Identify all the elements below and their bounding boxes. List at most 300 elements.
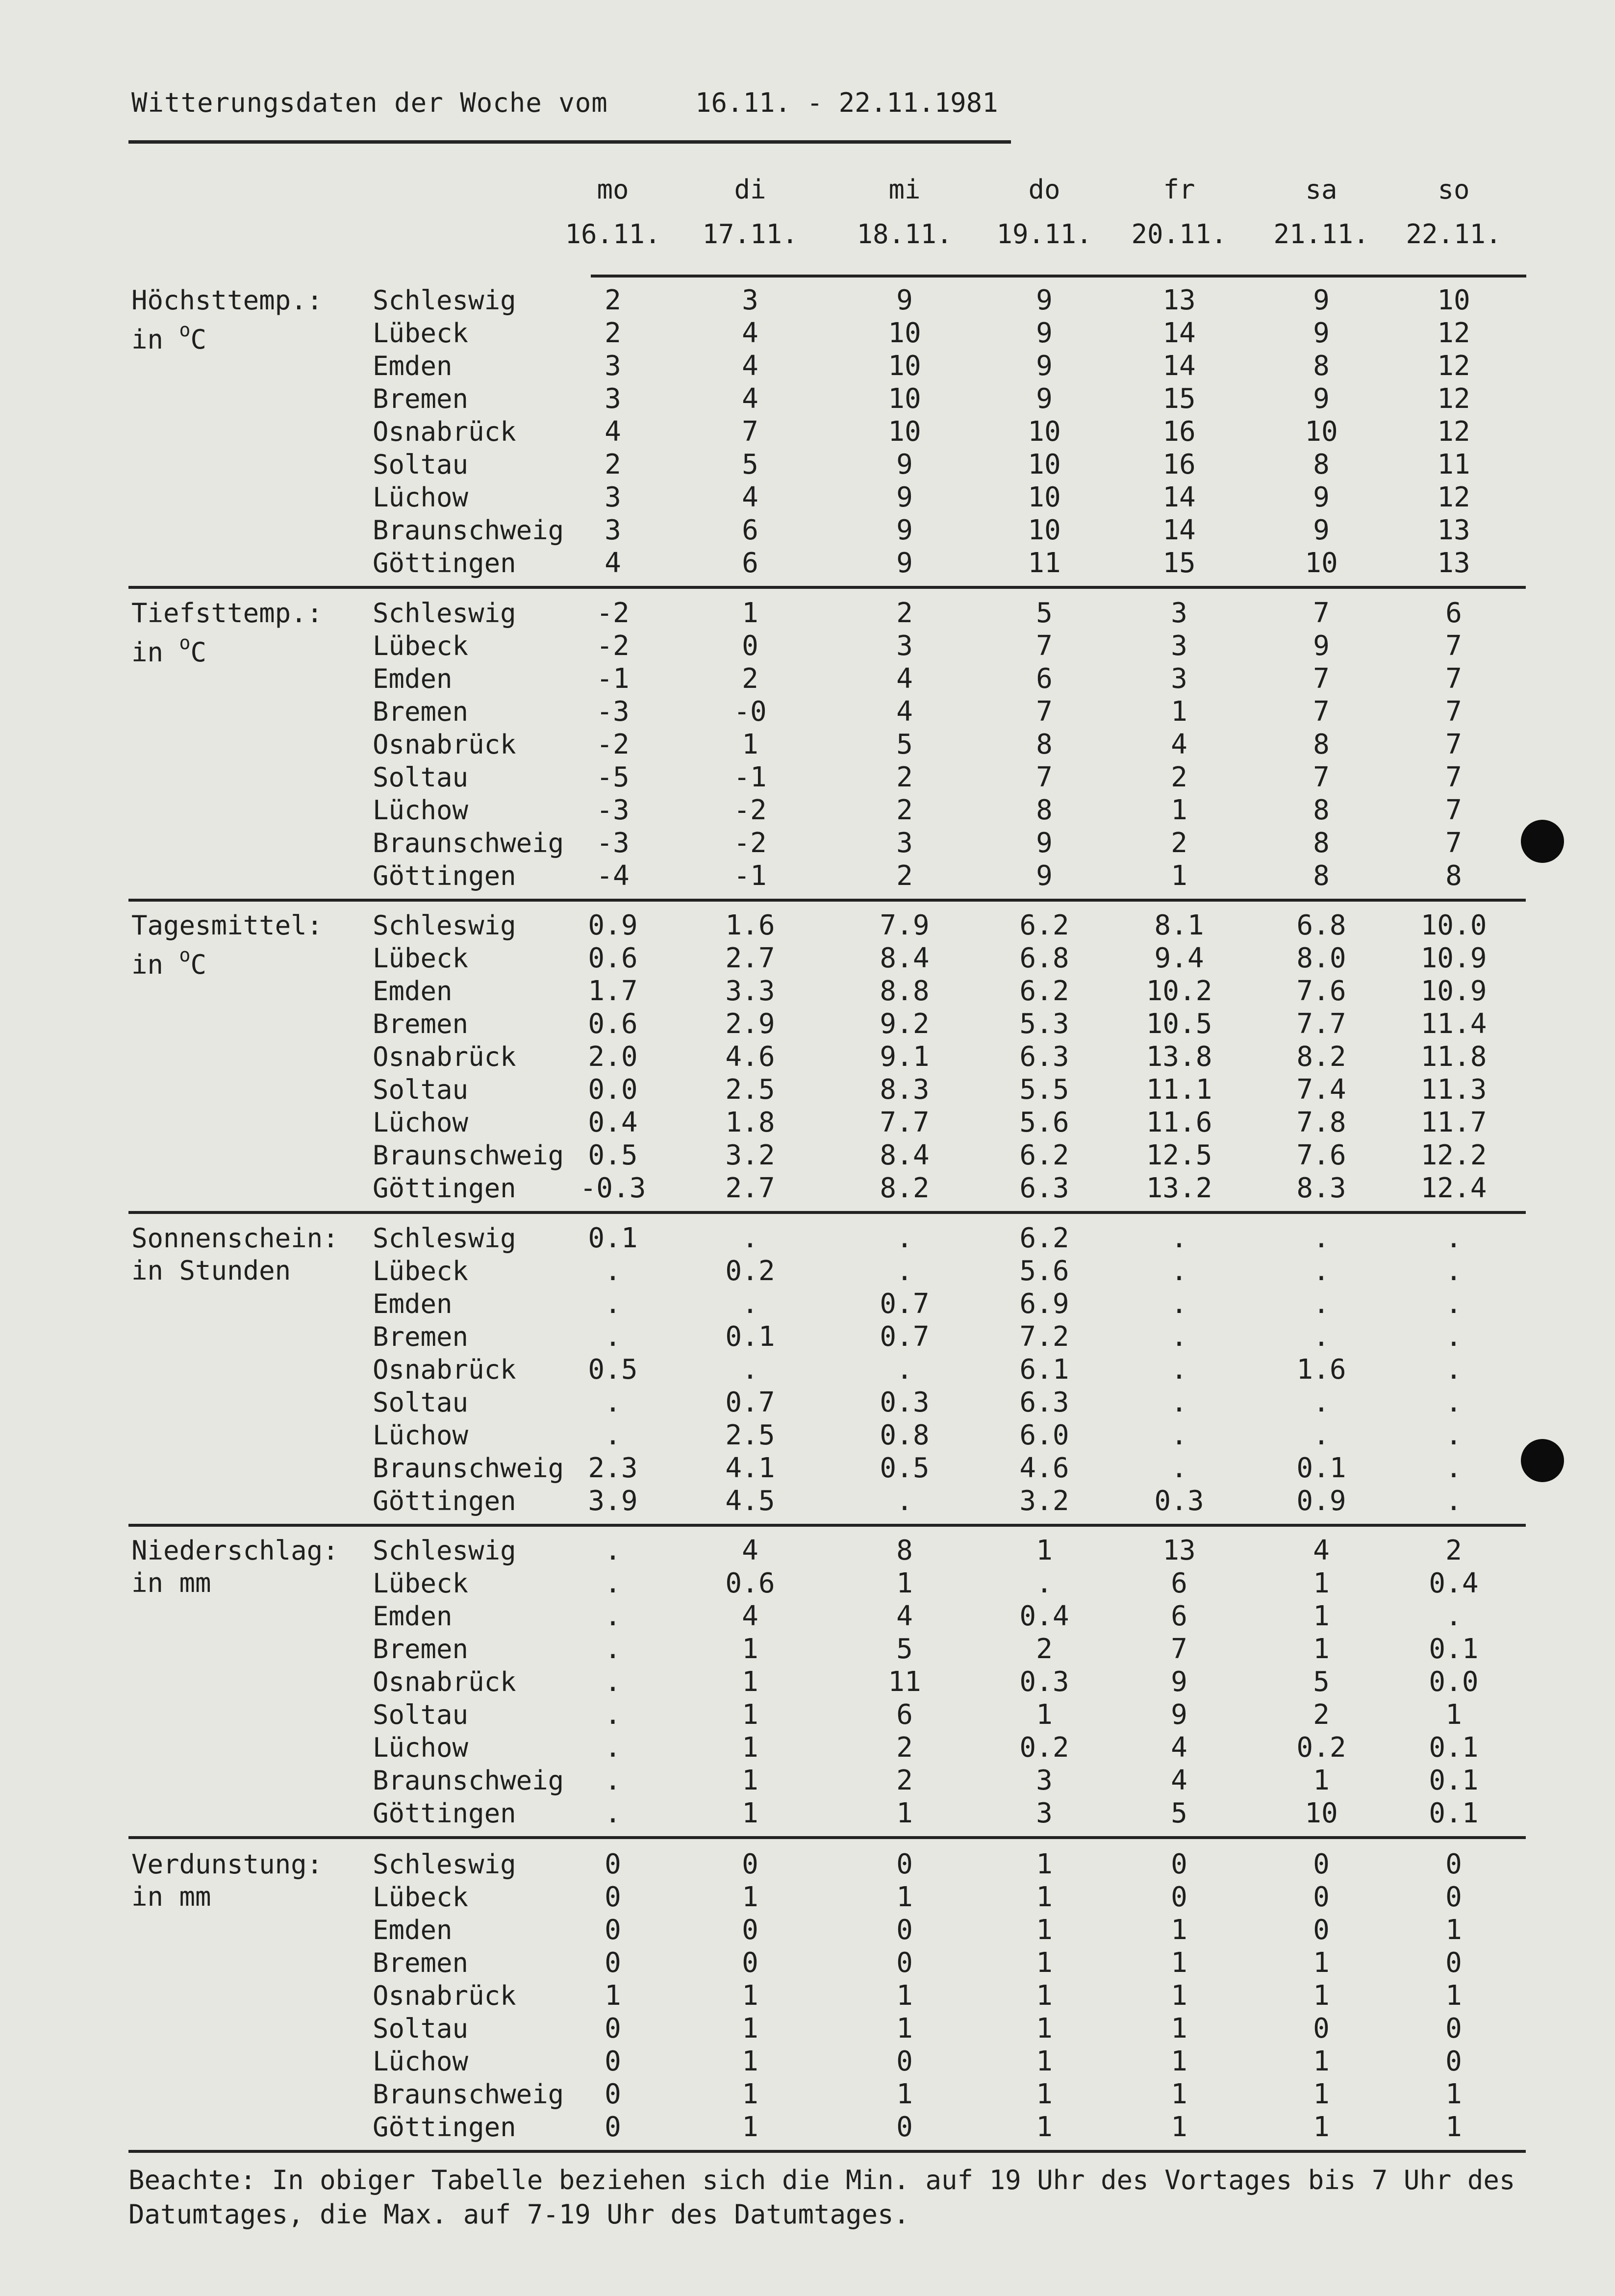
value-cell: 2	[896, 860, 913, 892]
table-row	[0, 2078, 1615, 2111]
value-cell: 0.3	[1154, 1485, 1204, 1517]
station-name: Lübeck	[373, 1882, 469, 1913]
value-cell: 1.6	[1296, 1354, 1346, 1386]
table-row	[0, 1288, 1615, 1320]
station-name: Soltau	[373, 1387, 469, 1418]
value-cell: 4	[1171, 729, 1187, 760]
value-cell: 8.3	[880, 1074, 930, 1106]
station-name: Göttingen	[373, 1486, 516, 1516]
station-name: Bremen	[373, 1009, 469, 1039]
degree-sign: o	[179, 632, 191, 654]
value-cell: 7.4	[1296, 1074, 1346, 1106]
value-cell: 6.0	[1019, 1419, 1069, 1451]
value-cell: 9	[896, 514, 913, 546]
value-cell: 2.5	[725, 1419, 775, 1451]
value-cell: 11	[1028, 547, 1061, 579]
table-row	[0, 1666, 1615, 1698]
value-cell: -3	[596, 794, 630, 826]
value-cell: 11.4	[1420, 1008, 1487, 1040]
value-cell: .	[1171, 1288, 1187, 1320]
value-cell: 6	[742, 514, 758, 546]
punch-hole	[1521, 820, 1564, 863]
value-cell: 1	[1036, 1699, 1053, 1731]
value-cell: 0	[1313, 1881, 1330, 1913]
value-cell: 1	[742, 1732, 758, 1764]
value-cell: 2	[1171, 827, 1187, 859]
value-cell: -5	[596, 761, 630, 793]
value-cell: 1	[1036, 1980, 1053, 2012]
value-cell: 0	[605, 1947, 621, 1979]
value-cell: 7.7	[1296, 1008, 1346, 1040]
table-row	[0, 597, 1615, 630]
value-cell: 13	[1437, 514, 1470, 546]
value-cell: 10.0	[1420, 909, 1487, 941]
value-cell: 7	[742, 416, 758, 448]
sheet-title	[131, 87, 998, 118]
value-cell: 10	[1305, 416, 1338, 448]
value-cell: 7	[1313, 761, 1330, 793]
value-cell: 13	[1162, 1535, 1196, 1566]
station-name: Lübeck	[373, 631, 469, 661]
value-cell: 0.1	[725, 1321, 775, 1353]
value-cell: 0	[1445, 1881, 1462, 1913]
value-cell: 9	[1313, 317, 1330, 349]
value-cell: 4.5	[725, 1485, 775, 1517]
value-cell: 0.2	[1019, 1732, 1069, 1764]
table-row	[0, 1387, 1615, 1419]
value-cell: .	[605, 1288, 621, 1320]
value-cell: 10	[1305, 547, 1338, 579]
table-row	[0, 514, 1615, 547]
table-row	[0, 317, 1615, 350]
value-cell: .	[896, 1255, 913, 1287]
value-cell: 8.3	[1296, 1172, 1346, 1204]
value-cell: 0.7	[880, 1288, 930, 1320]
weekday-header: sa	[1305, 174, 1337, 205]
value-cell: 7.6	[1296, 1139, 1346, 1171]
value-cell: 0	[1171, 1848, 1187, 1880]
section-unit-main: C	[190, 949, 206, 980]
value-cell: 2.9	[725, 1008, 775, 1040]
station-name: Lübeck	[373, 1256, 469, 1287]
value-cell: 6.2	[1019, 975, 1069, 1007]
value-cell: .	[1313, 1222, 1330, 1254]
station-name: Lüchow	[373, 795, 469, 826]
value-cell: .	[1313, 1387, 1330, 1418]
station-name: Lüchow	[373, 2046, 469, 2077]
value-cell: 9	[896, 284, 913, 316]
value-cell: 1	[1313, 2111, 1330, 2143]
value-cell: 15	[1162, 383, 1196, 415]
value-cell: .	[742, 1354, 758, 1386]
value-cell: 9	[1036, 317, 1053, 349]
station-name: Bremen	[373, 1947, 469, 1978]
value-cell: 8	[1445, 860, 1462, 892]
table-row	[0, 1535, 1615, 1567]
table-row	[0, 1419, 1615, 1452]
date-header: 16.11.	[565, 219, 661, 250]
station-name: Osnabrück	[373, 1354, 516, 1385]
value-cell: -1	[733, 761, 767, 793]
value-cell: 1	[742, 1980, 758, 2012]
value-cell: 11.8	[1420, 1041, 1487, 1073]
value-cell: 1	[1313, 1765, 1330, 1796]
value-cell: 0.5	[588, 1139, 638, 1171]
value-cell: 12.2	[1420, 1139, 1487, 1171]
table-row	[0, 860, 1615, 892]
value-cell: 15	[1162, 547, 1196, 579]
value-cell: 4	[742, 317, 758, 349]
value-cell: 0.1	[1429, 1797, 1479, 1829]
value-cell: 0	[896, 1914, 913, 1946]
value-cell: 8	[1313, 449, 1330, 480]
value-cell: 5	[742, 449, 758, 480]
value-cell: 3	[1036, 1797, 1053, 1829]
value-cell: 0	[1445, 1848, 1462, 1880]
value-cell: 1	[1036, 2078, 1053, 2110]
value-cell: 4	[605, 547, 621, 579]
value-cell: 0.9	[588, 909, 638, 941]
value-cell: 9	[1036, 860, 1053, 892]
table-row	[0, 1633, 1615, 1665]
value-cell: 7	[1036, 761, 1053, 793]
weekday-header: do	[1028, 174, 1060, 205]
value-cell: .	[1445, 1600, 1462, 1632]
value-cell: .	[1445, 1419, 1462, 1451]
value-cell: 3	[605, 383, 621, 415]
date-header: 18.11.	[857, 219, 953, 250]
value-cell: 2.0	[588, 1041, 638, 1073]
value-cell: 7.7	[880, 1107, 930, 1138]
value-cell: 9	[896, 547, 913, 579]
value-cell: 1	[1313, 1600, 1330, 1632]
value-cell: 3.2	[725, 1139, 775, 1171]
value-cell: 0.6	[588, 1008, 638, 1040]
header-underline	[591, 275, 1526, 278]
value-cell: .	[1171, 1419, 1187, 1451]
value-cell: .	[605, 1567, 621, 1599]
value-cell: 10	[1305, 1797, 1338, 1829]
value-cell: 9	[1036, 383, 1053, 415]
value-cell: 0	[742, 1947, 758, 1979]
table-row	[0, 942, 1615, 975]
section-unit-main: C	[190, 637, 206, 668]
value-cell: -3	[596, 696, 630, 728]
value-cell: 1	[605, 1980, 621, 2012]
table-row	[0, 1222, 1615, 1255]
value-cell: 7	[1445, 696, 1462, 728]
value-cell: 1	[742, 1797, 758, 1829]
value-cell: 11.1	[1146, 1074, 1212, 1106]
value-cell: 14	[1162, 481, 1196, 513]
value-cell: 7	[1445, 827, 1462, 859]
value-cell: 2	[1313, 1699, 1330, 1731]
value-cell: 0.1	[1429, 1633, 1479, 1665]
value-cell: 0	[1445, 2045, 1462, 2077]
value-cell: 0.6	[588, 942, 638, 974]
value-cell: .	[1313, 1419, 1330, 1451]
table-row	[0, 1255, 1615, 1287]
station-name: Schleswig	[373, 910, 516, 941]
value-cell: .	[1171, 1255, 1187, 1287]
value-cell: 6	[742, 547, 758, 579]
value-cell: 6.2	[1019, 1139, 1069, 1171]
value-cell: -4	[596, 860, 630, 892]
value-cell: 0.1	[588, 1222, 638, 1254]
section-label: Niederschlag:	[131, 1535, 339, 1566]
table-row	[0, 1699, 1615, 1731]
value-cell: 0	[605, 2013, 621, 2044]
section-unit-prefix: in	[131, 949, 179, 980]
station-name: Braunschweig	[373, 1140, 564, 1171]
value-cell: 5.6	[1019, 1107, 1069, 1138]
value-cell: .	[896, 1354, 913, 1386]
station-name: Schleswig	[373, 1849, 516, 1880]
value-cell: 1	[1313, 1947, 1330, 1979]
value-cell: 9	[896, 449, 913, 480]
value-cell: 2	[742, 663, 758, 695]
value-cell: 1	[1171, 1980, 1187, 2012]
value-cell: 13	[1437, 547, 1470, 579]
value-cell: 0	[896, 1848, 913, 1880]
value-cell: 0.0	[588, 1074, 638, 1106]
table-row	[0, 547, 1615, 580]
value-cell: 2	[605, 449, 621, 480]
value-cell: 1	[896, 1980, 913, 2012]
value-cell: 4	[1171, 1732, 1187, 1764]
table-row	[0, 1107, 1615, 1139]
value-cell: 0.7	[880, 1321, 930, 1353]
date-header: 20.11.	[1131, 219, 1227, 250]
station-name: Göttingen	[373, 548, 516, 579]
station-name: Göttingen	[373, 1173, 516, 1204]
table-row	[0, 794, 1615, 827]
station-name: Osnabrück	[373, 1666, 516, 1697]
value-cell: 0.8	[880, 1419, 930, 1451]
value-cell: 4.6	[1019, 1452, 1069, 1484]
table-row	[0, 1172, 1615, 1205]
table-row	[0, 1074, 1615, 1106]
value-cell: 0	[896, 1947, 913, 1979]
table-row	[0, 1321, 1615, 1353]
value-cell: -1	[733, 860, 767, 892]
station-name: Braunschweig	[373, 2079, 564, 2110]
value-cell: 14	[1162, 514, 1196, 546]
value-cell: 8.0	[1296, 942, 1346, 974]
station-name: Schleswig	[373, 285, 516, 316]
value-cell: 2.5	[725, 1074, 775, 1106]
station-name: Soltau	[373, 1699, 469, 1730]
weekday-header: di	[734, 174, 766, 205]
station-name: Bremen	[373, 383, 469, 414]
value-cell: .	[1445, 1222, 1462, 1254]
station-name: Soltau	[373, 449, 469, 480]
table-row	[0, 761, 1615, 794]
value-cell: 0	[605, 1881, 621, 1913]
section-divider	[128, 586, 1526, 589]
value-cell: 6.8	[1296, 909, 1346, 941]
value-cell: 2	[896, 761, 913, 793]
value-cell: 4	[742, 383, 758, 415]
value-cell: 9	[1171, 1666, 1187, 1698]
value-cell: -2	[733, 827, 767, 859]
value-cell: 0.5	[880, 1452, 930, 1484]
weekday-header: so	[1438, 174, 1470, 205]
value-cell: 0.4	[588, 1107, 638, 1138]
value-cell: 4.1	[725, 1452, 775, 1484]
table-row	[0, 350, 1615, 382]
table-row	[0, 1041, 1615, 1073]
station-name: Göttingen	[373, 860, 516, 891]
station-name: Braunschweig	[373, 1765, 564, 1796]
section-label: Höchsttemp.:	[131, 285, 323, 316]
value-cell: .	[1445, 1387, 1462, 1418]
value-cell: 7	[1036, 696, 1053, 728]
section-unit-main: C	[190, 324, 206, 355]
value-cell: .	[1445, 1255, 1462, 1287]
value-cell: 12	[1437, 383, 1470, 415]
value-cell: 8	[1313, 729, 1330, 760]
table-row	[0, 2013, 1615, 2045]
station-name: Schleswig	[373, 1223, 516, 1254]
date-header: 19.11.	[996, 219, 1092, 250]
value-cell: 3.2	[1019, 1485, 1069, 1517]
value-cell: 1	[742, 2045, 758, 2077]
station-name: Braunschweig	[373, 515, 564, 546]
value-cell: 5	[1171, 1797, 1187, 1829]
value-cell: 5.6	[1019, 1255, 1069, 1287]
value-cell: 1	[742, 2111, 758, 2143]
value-cell: 0	[742, 1914, 758, 1946]
value-cell: 8.4	[880, 1139, 930, 1171]
value-cell: 1	[896, 2013, 913, 2044]
station-name: Schleswig	[373, 598, 516, 629]
table-row	[0, 1980, 1615, 2012]
value-cell: 0.0	[1429, 1666, 1479, 1698]
table-row	[0, 1914, 1615, 1946]
table-row	[0, 284, 1615, 317]
section-unit-prefix: in	[131, 324, 179, 355]
value-cell: 7	[1445, 794, 1462, 826]
table-row	[0, 630, 1615, 662]
station-name: Braunschweig	[373, 1453, 564, 1484]
value-cell: 6.9	[1019, 1288, 1069, 1320]
value-cell: 1	[1036, 1881, 1053, 1913]
value-cell: 0	[1445, 1947, 1462, 1979]
value-cell: 8	[896, 1535, 913, 1566]
station-name: Lüchow	[373, 1732, 469, 1763]
table-row	[0, 1354, 1615, 1386]
value-cell: .	[1171, 1222, 1187, 1254]
value-cell: 10.2	[1146, 975, 1212, 1007]
value-cell: 4	[605, 416, 621, 448]
value-cell: 11.6	[1146, 1107, 1212, 1138]
value-cell: -0	[733, 696, 767, 728]
table-row	[0, 1485, 1615, 1517]
value-cell: 13.2	[1146, 1172, 1212, 1204]
value-cell: 11.3	[1420, 1074, 1487, 1106]
weekday-header: fr	[1163, 174, 1195, 205]
station-name: Bremen	[373, 696, 469, 727]
value-cell: 6	[1171, 1600, 1187, 1632]
value-cell: -3	[596, 827, 630, 859]
value-cell: 8	[1313, 860, 1330, 892]
station-name: Göttingen	[373, 1798, 516, 1829]
value-cell: 6.3	[1019, 1387, 1069, 1418]
value-cell: 3	[605, 514, 621, 546]
value-cell: 8.2	[880, 1172, 930, 1204]
value-cell: 13.8	[1146, 1041, 1212, 1073]
value-cell: 1	[1313, 1567, 1330, 1599]
value-cell: .	[605, 1387, 621, 1418]
table-row	[0, 416, 1615, 448]
value-cell: .	[605, 1600, 621, 1632]
station-name: Bremen	[373, 1321, 469, 1352]
value-cell: 7.9	[880, 909, 930, 941]
station-name: Bremen	[373, 1634, 469, 1665]
title-prefix: Witterungsdaten der Woche vom	[131, 87, 608, 118]
table-row	[0, 1881, 1615, 1914]
station-name: Lüchow	[373, 1420, 469, 1451]
value-cell: 1	[896, 1567, 913, 1599]
value-cell: 9.1	[880, 1041, 930, 1073]
value-cell: 2.3	[588, 1452, 638, 1484]
value-cell: 0.1	[1296, 1452, 1346, 1484]
value-cell: 12.5	[1146, 1139, 1212, 1171]
value-cell: 1.6	[725, 909, 775, 941]
weekday-header: mo	[597, 174, 629, 205]
value-cell: 4.6	[725, 1041, 775, 1073]
station-name: Emden	[373, 663, 453, 694]
value-cell: 1.7	[588, 975, 638, 1007]
table-row	[0, 2045, 1615, 2078]
value-cell: 0.4	[1429, 1567, 1479, 1599]
value-cell: .	[1171, 1452, 1187, 1484]
value-cell: 1	[1171, 1947, 1187, 1979]
date-header: 22.11.	[1406, 219, 1502, 250]
value-cell: 1	[742, 1666, 758, 1698]
value-cell: 9	[1313, 481, 1330, 513]
footnote: Beachte: In obiger Tabelle beziehen sich die Min. auf 19 Uhr des Vortages bis 7 Uhr des Datumtages, die Max. auf 7-19 Uhr des Datumtages.	[128, 2165, 1515, 2230]
value-cell: 4	[896, 663, 913, 695]
table-row	[0, 975, 1615, 1008]
value-cell: 9	[1036, 350, 1053, 382]
value-cell: 1	[896, 2078, 913, 2110]
value-cell: .	[1445, 1288, 1462, 1320]
title-underline	[128, 140, 1011, 144]
value-cell: 3.3	[725, 975, 775, 1007]
value-cell: 1	[1445, 1699, 1462, 1731]
value-cell: 4	[742, 350, 758, 382]
value-cell: .	[1171, 1354, 1187, 1386]
value-cell: 6.3	[1019, 1041, 1069, 1073]
value-cell: 1	[1313, 1633, 1330, 1665]
value-cell: .	[605, 1255, 621, 1287]
station-name: Lüchow	[373, 1107, 469, 1138]
value-cell: 3	[742, 284, 758, 316]
value-cell: 9.2	[880, 1008, 930, 1040]
degree-sign: o	[179, 319, 191, 341]
station-name: Soltau	[373, 762, 469, 793]
value-cell: .	[1445, 1485, 1462, 1517]
value-cell: 0	[742, 630, 758, 662]
value-cell: 4	[896, 1600, 913, 1632]
value-cell: 2	[896, 1765, 913, 1796]
value-cell: .	[1445, 1452, 1462, 1484]
value-cell: 10	[888, 350, 921, 382]
section-label: Tiefsttemp.:	[131, 598, 323, 629]
value-cell: 2.7	[725, 1172, 775, 1204]
